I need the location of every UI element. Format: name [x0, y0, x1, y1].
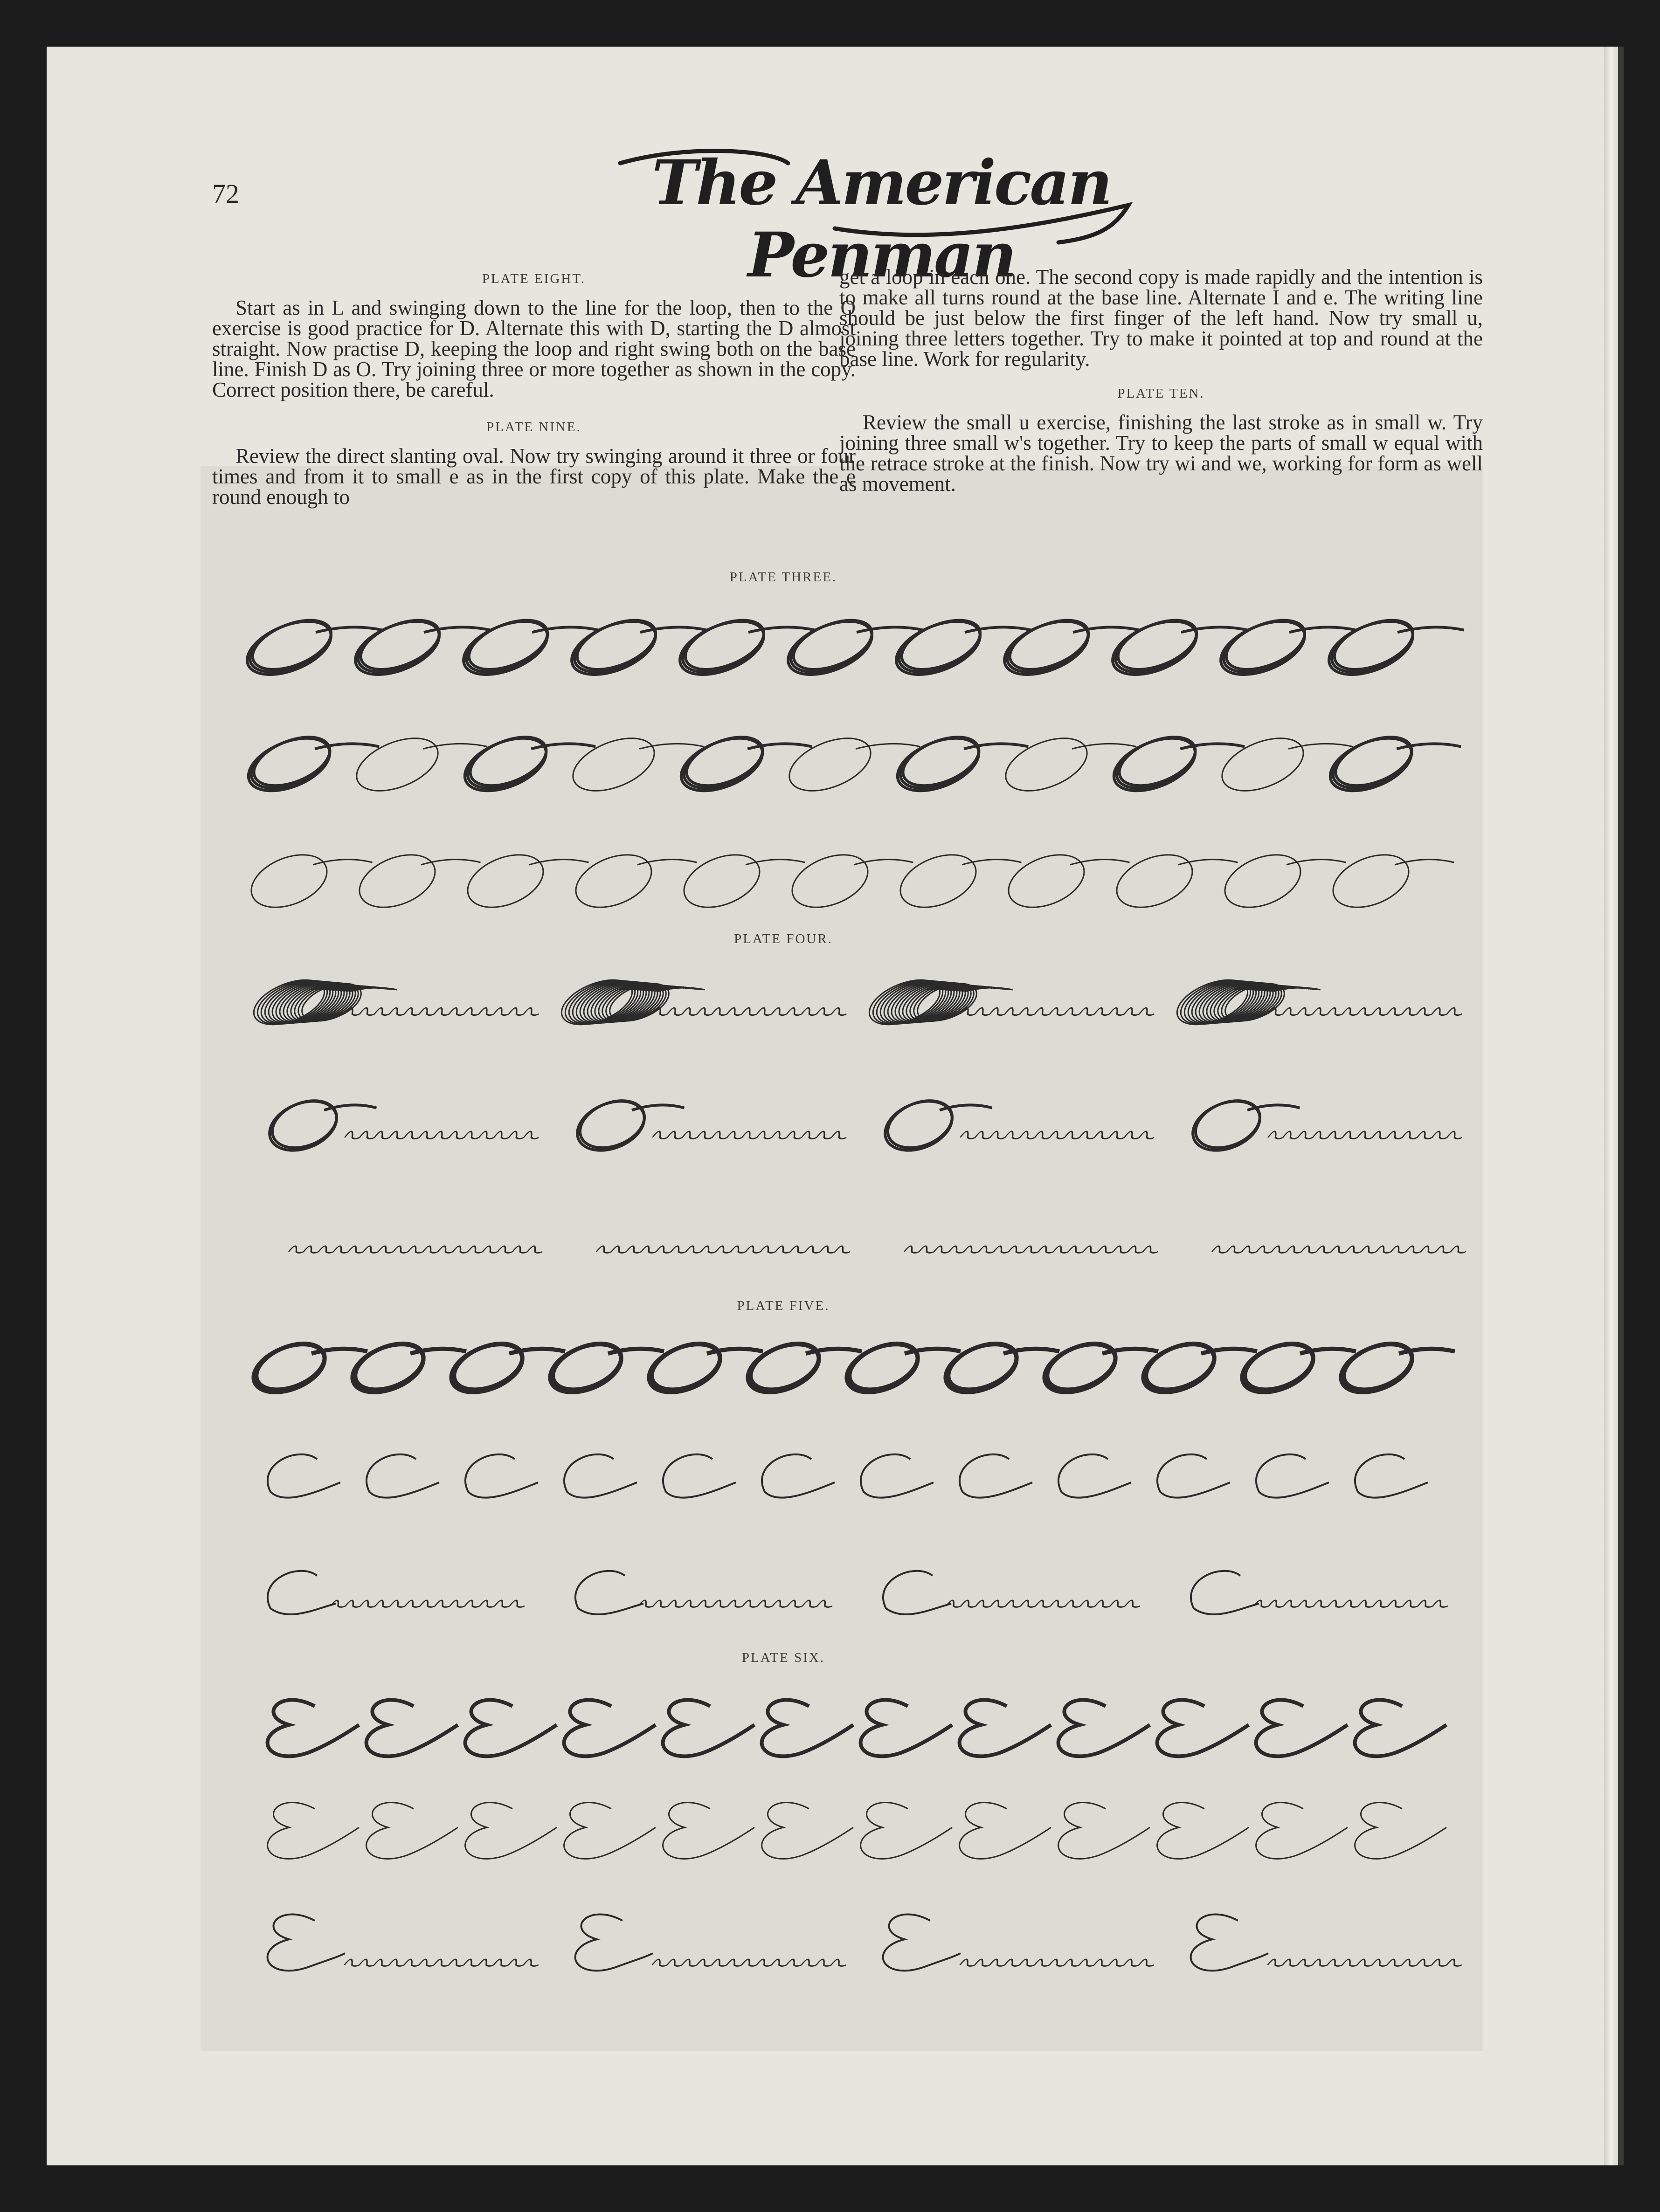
- oval-stroke: [352, 845, 443, 917]
- capital-c-stroke: [268, 1454, 340, 1498]
- minimum-stroke-row: [1267, 1959, 1465, 1966]
- oval-tail: [965, 627, 1031, 632]
- oval-tail: [1003, 1349, 1059, 1353]
- article-heading: PLATE EIGHT.: [482, 271, 586, 286]
- capital-e-stroke: [1058, 1803, 1150, 1859]
- oval-tail: [748, 627, 815, 632]
- oval-stroke: [998, 728, 1095, 801]
- capital-c-stroke: [564, 1454, 637, 1498]
- capital-e-stroke: [564, 1700, 656, 1757]
- capital-e-stroke: [564, 1803, 656, 1859]
- plate-label: PLATE THREE.: [729, 570, 837, 585]
- capital-c-stroke: [1191, 1571, 1259, 1614]
- article-body-continued: get a loop in each one. The second copy is made rapidly and the intention is to make all turns round at the base line. Alternate I and e. The writing line should be just below the first finger of the left hand. Now try small u, joining three letters together. Try to make it pointed at top and round at the base line. Work for regularity.: [839, 265, 1483, 371]
- oval-stroke: [243, 845, 334, 917]
- capital-c-stroke: [1058, 1454, 1131, 1498]
- minimum-stroke-row: [288, 1246, 545, 1253]
- capital-c-stroke: [762, 1454, 835, 1498]
- oval-tail: [806, 1349, 862, 1353]
- capital-e-stroke: [367, 1700, 458, 1757]
- minimum-stroke-row: [344, 1008, 541, 1015]
- capital-c-stroke: [575, 1571, 643, 1614]
- minimum-stroke-row: [638, 1600, 835, 1607]
- oval-tail: [1399, 1349, 1455, 1353]
- capital-e-stroke: [575, 1915, 653, 1971]
- minimum-stroke-row: [1253, 1600, 1451, 1607]
- oval-stroke: [676, 845, 767, 917]
- oval-stroke: [460, 845, 551, 917]
- article-body: Start as in L and swinging down to the line for the loop, then to the O exercise is good practice for D. Alternate this with D, starting the D almost straight. Now practise D, keeping the loop and right swing both on the base line. Finish D as O. Try joining three or more together as shown in the copy. Correct position there, be careful.: [212, 296, 856, 401]
- oval-tail: [423, 744, 487, 749]
- capital-e-stroke: [663, 1700, 754, 1757]
- oval-tail: [608, 1349, 664, 1353]
- capital-e-stroke: [367, 1803, 458, 1859]
- capital-c-stroke: [960, 1454, 1032, 1498]
- minimum-stroke-row: [344, 1131, 541, 1139]
- oval-tail: [532, 627, 599, 632]
- capital-e-stroke: [268, 1700, 359, 1757]
- oval-stroke: [782, 728, 878, 801]
- oval-tail: [1201, 1349, 1257, 1353]
- capital-e-stroke: [1058, 1700, 1150, 1757]
- oval-tail: [857, 627, 923, 632]
- oval-tail: [1397, 627, 1464, 632]
- oval-tail: [424, 627, 491, 632]
- oval-stroke: [349, 728, 446, 801]
- minimum-stroke-row: [1267, 1008, 1465, 1015]
- oval-stroke: [1215, 728, 1311, 801]
- capital-e-stroke: [1191, 1915, 1268, 1971]
- capital-c-stroke: [268, 1571, 336, 1614]
- capital-e-stroke: [1256, 1700, 1348, 1757]
- oval-tail: [639, 744, 704, 749]
- capital-e-stroke: [268, 1915, 345, 1971]
- capital-e-stroke: [960, 1803, 1051, 1859]
- minimum-stroke-row: [904, 1246, 1161, 1253]
- oval-tail: [311, 1349, 367, 1353]
- capital-c-stroke: [883, 1571, 951, 1614]
- minimum-stroke-row: [1267, 1131, 1465, 1139]
- capital-c-stroke: [1256, 1454, 1329, 1498]
- capital-e-stroke: [1355, 1700, 1446, 1757]
- oval-tail: [1073, 627, 1140, 632]
- oval-tail: [640, 627, 707, 632]
- capital-e-stroke: [762, 1803, 853, 1859]
- oval-stroke: [566, 728, 662, 801]
- capital-e-stroke: [1355, 1803, 1446, 1859]
- oval-tail: [1102, 1349, 1158, 1353]
- masthead-title: The American Penman: [652, 147, 1111, 291]
- article-body: Review the small u exercise, finishing the last stroke as in small w. Try joining three small w's together. Try to keep the parts of small w equal with the retrace stroke at the finish. Now try wi and we, working for form as well as movement.: [839, 411, 1483, 496]
- capital-e-stroke: [861, 1700, 952, 1757]
- plate-label: PLATE SIX.: [741, 1650, 825, 1665]
- capital-c-stroke: [367, 1454, 439, 1498]
- plate-label: PLATE FIVE.: [737, 1298, 830, 1313]
- minimum-stroke-row: [652, 1008, 849, 1015]
- oval-tail: [1072, 744, 1136, 749]
- minimum-stroke-row: [960, 1959, 1157, 1966]
- oval-tail: [856, 744, 920, 749]
- capital-c-stroke: [1355, 1454, 1428, 1498]
- capital-e-stroke: [960, 1700, 1051, 1757]
- oval-stroke: [568, 845, 659, 917]
- oval-tail: [1181, 627, 1248, 632]
- capital-e-stroke: [268, 1803, 359, 1859]
- minimum-stroke-row: [652, 1959, 849, 1966]
- capital-c-stroke: [465, 1454, 538, 1498]
- oval-stroke: [784, 845, 875, 917]
- minimum-stroke-row: [652, 1131, 849, 1139]
- article-heading: PLATE TEN.: [1117, 386, 1205, 401]
- oval-stroke: [1325, 845, 1416, 917]
- oval-tail: [1289, 627, 1356, 632]
- minimum-stroke-row: [946, 1600, 1143, 1607]
- oval-stroke: [1001, 845, 1092, 917]
- capital-e-stroke: [1157, 1700, 1249, 1757]
- oval-tail: [316, 627, 382, 632]
- plate-label: PLATE FOUR.: [734, 931, 833, 946]
- capital-e-stroke: [465, 1700, 557, 1757]
- oval-tail: [509, 1349, 565, 1353]
- minimum-stroke-row: [330, 1600, 527, 1607]
- capital-e-stroke: [861, 1803, 952, 1859]
- oval-stroke: [1217, 845, 1308, 917]
- capital-e-stroke: [883, 1915, 961, 1971]
- oval-stroke: [1109, 845, 1200, 917]
- minimum-stroke-row: [960, 1131, 1157, 1139]
- oval-tail: [905, 1349, 961, 1353]
- capital-c-stroke: [861, 1454, 934, 1498]
- minimum-stroke-row: [960, 1008, 1157, 1015]
- minimum-stroke-row: [596, 1246, 853, 1253]
- oval-stroke: [892, 845, 983, 917]
- article-body: Review the direct slanting oval. Now try swinging around it three or four times and from it to small e as in the first copy of this plate. Make the e round enough to: [212, 444, 856, 509]
- capital-e-stroke: [663, 1803, 754, 1859]
- capital-e-stroke: [762, 1700, 853, 1757]
- capital-c-stroke: [663, 1454, 736, 1498]
- oval-tail: [1300, 1349, 1356, 1353]
- capital-e-stroke: [1157, 1803, 1249, 1859]
- minimum-stroke-row: [1211, 1246, 1468, 1253]
- minimum-stroke-row: [344, 1959, 541, 1966]
- oval-tail: [707, 1349, 763, 1353]
- page-number: 72: [212, 179, 239, 209]
- oval-tail: [1288, 744, 1353, 749]
- capital-c-stroke: [1157, 1454, 1230, 1498]
- capital-e-stroke: [1256, 1803, 1348, 1859]
- capital-e-stroke: [465, 1803, 557, 1859]
- oval-tail: [410, 1349, 466, 1353]
- article-heading: PLATE NINE.: [486, 420, 581, 434]
